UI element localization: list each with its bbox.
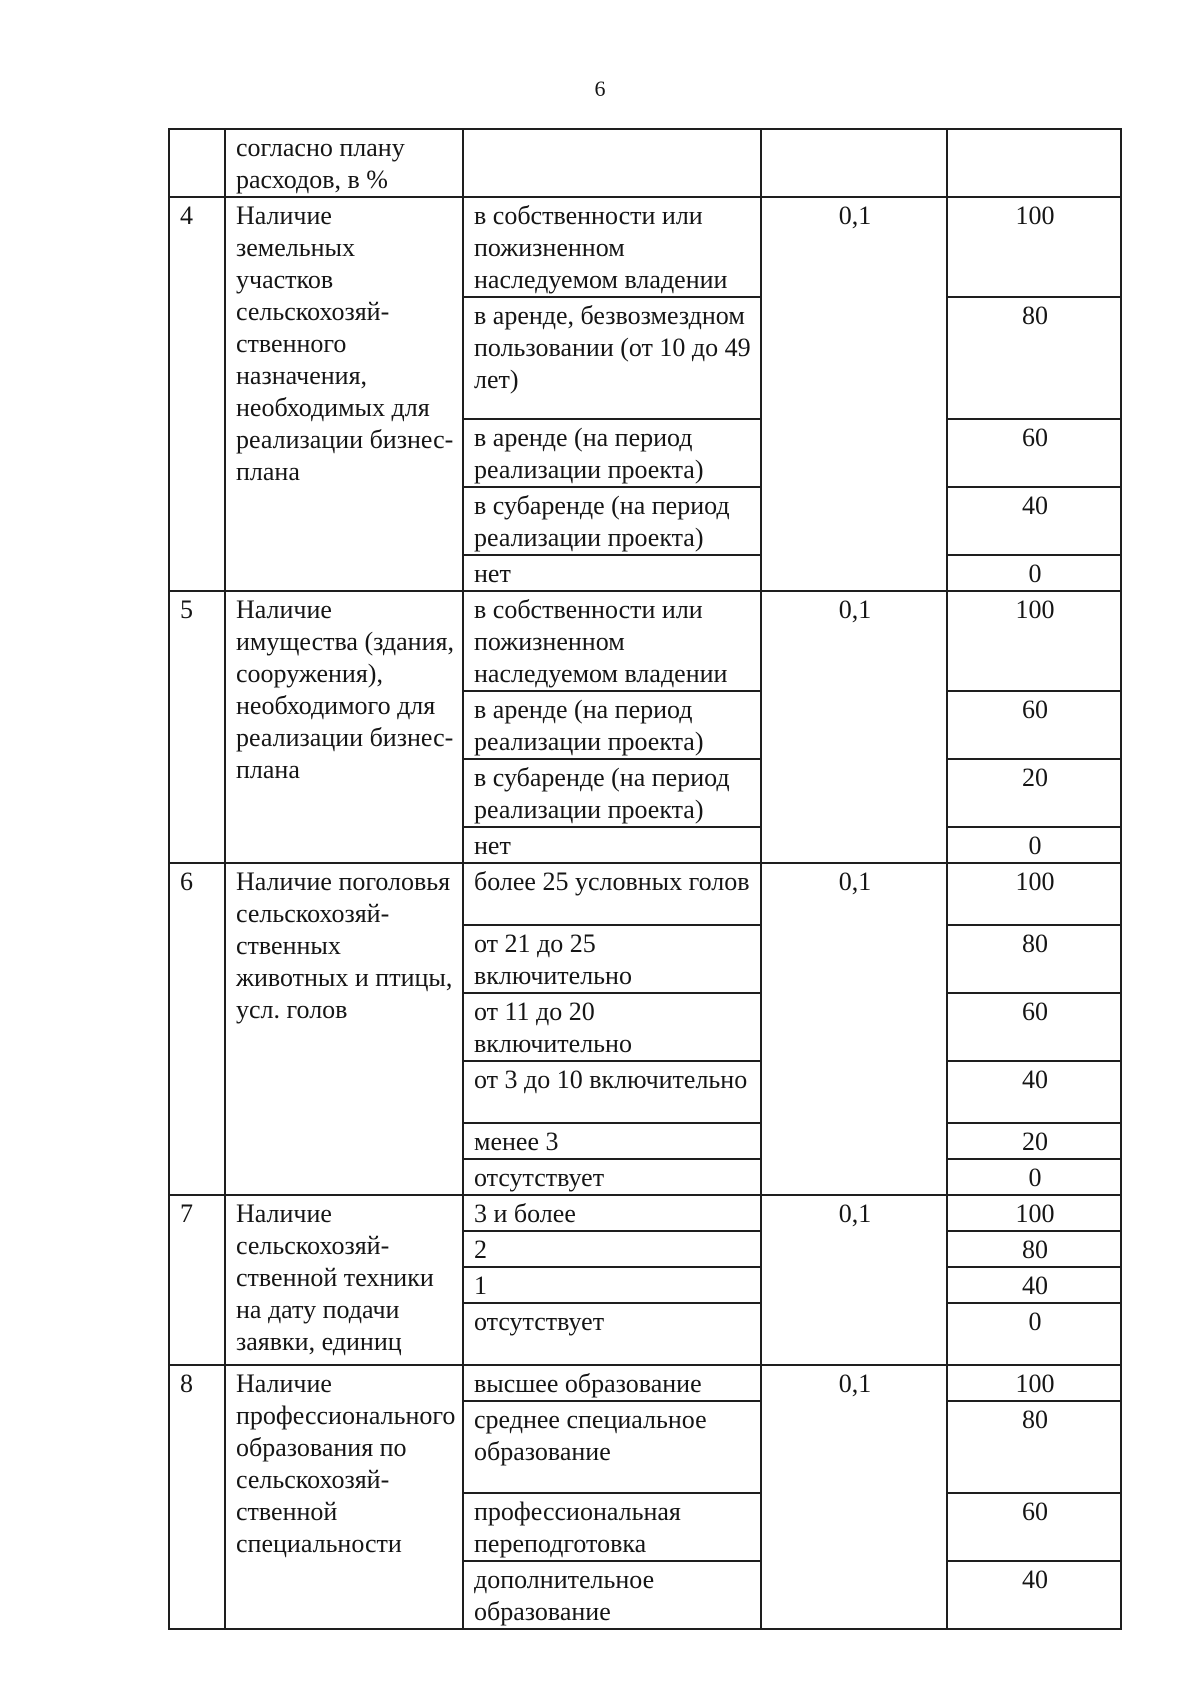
option-label (463, 129, 761, 197)
option-label: в аренде (на период реализации проекта) (463, 419, 761, 487)
option-label: в собственности или пожизненном наследуемом владении (463, 197, 761, 297)
table-row (169, 863, 1121, 925)
criterion-weight: 0,1 (761, 197, 947, 591)
option-score: 80 (947, 925, 1121, 993)
criterion-name: Наличие поголовья сельскохозяй-ственных животных и птицы, усл. голов (225, 863, 463, 1195)
option-label: от 11 до 20 включительно (463, 993, 761, 1061)
criterion-weight: 0,1 (761, 1195, 947, 1365)
row-number: 7 (169, 1195, 225, 1365)
criterion-name: согласно плану расходов, в % (225, 129, 463, 197)
criterion-name: Наличие земельных участков сельскохозяй-ственного назначения, необходимых для реализации бизнес-плана (225, 197, 463, 591)
option-label: профессиональная переподготовка (463, 1493, 761, 1561)
option-label: отсутствует (463, 1303, 761, 1365)
criterion-weight (761, 129, 947, 197)
row-number: 6 (169, 863, 225, 1195)
criterion-name: Наличие профессионального образования по сельскохозяй-ственной специальности (225, 1365, 463, 1629)
option-label: в аренде (на период реализации проекта) (463, 691, 761, 759)
option-score: 40 (947, 1061, 1121, 1123)
option-score: 100 (947, 591, 1121, 691)
option-score: 0 (947, 1159, 1121, 1195)
option-score: 80 (947, 297, 1121, 419)
table-row (169, 1365, 1121, 1401)
option-score: 60 (947, 1493, 1121, 1561)
criterion-name: Наличие сельскохозяй-ственной техники на дату подачи заявки, единиц (225, 1195, 463, 1365)
criteria-table (168, 128, 1122, 1630)
option-label: в собственности или пожизненном наследуемом владении (463, 591, 761, 691)
row-number: 4 (169, 197, 225, 591)
option-score: 0 (947, 555, 1121, 591)
option-label: в аренде, безвозмездном пользовании (от 10 до 49 лет) (463, 297, 761, 419)
option-score: 40 (947, 1267, 1121, 1303)
row-number: 8 (169, 1365, 225, 1629)
option-label: дополнительное образование (463, 1561, 761, 1629)
option-score: 60 (947, 691, 1121, 759)
option-score: 40 (947, 1561, 1121, 1629)
criterion-weight: 0,1 (761, 1365, 947, 1629)
option-label: менее 3 (463, 1123, 761, 1159)
table-row (169, 129, 1121, 197)
option-score: 0 (947, 827, 1121, 863)
option-score: 100 (947, 863, 1121, 925)
criterion-weight: 0,1 (761, 591, 947, 863)
option-label: от 3 до 10 включительно (463, 1061, 761, 1123)
option-label: в субаренде (на период реализации проекта) (463, 759, 761, 827)
option-score: 80 (947, 1231, 1121, 1267)
criterion-name: Наличие имущества (здания, сооружения), необходимого для реализации бизнес-плана (225, 591, 463, 863)
option-label: в субаренде (на период реализации проекта) (463, 487, 761, 555)
option-score: 40 (947, 487, 1121, 555)
option-label: 2 (463, 1231, 761, 1267)
option-score: 100 (947, 1195, 1121, 1231)
option-score: 60 (947, 419, 1121, 487)
option-label: отсутствует (463, 1159, 761, 1195)
option-score (947, 129, 1121, 197)
table-row (169, 197, 1121, 297)
option-score: 60 (947, 993, 1121, 1061)
option-label: 1 (463, 1267, 761, 1303)
page-number: 6 (594, 76, 606, 101)
option-label: нет (463, 827, 761, 863)
option-label: 3 и более (463, 1195, 761, 1231)
criterion-weight: 0,1 (761, 863, 947, 1195)
option-score: 100 (947, 1365, 1121, 1401)
option-score: 20 (947, 759, 1121, 827)
option-label: высшее образование (463, 1365, 761, 1401)
row-number (169, 129, 225, 197)
option-label: от 21 до 25 включительно (463, 925, 761, 993)
row-number: 5 (169, 591, 225, 863)
option-label: более 25 условных голов (463, 863, 761, 925)
option-label: среднее специальное образование (463, 1401, 761, 1493)
option-score: 20 (947, 1123, 1121, 1159)
option-score: 80 (947, 1401, 1121, 1493)
option-score: 100 (947, 197, 1121, 297)
option-label: нет (463, 555, 761, 591)
criteria-table-body (169, 129, 1121, 1629)
option-score: 0 (947, 1303, 1121, 1365)
table-row (169, 1195, 1121, 1231)
table-row (169, 591, 1121, 691)
